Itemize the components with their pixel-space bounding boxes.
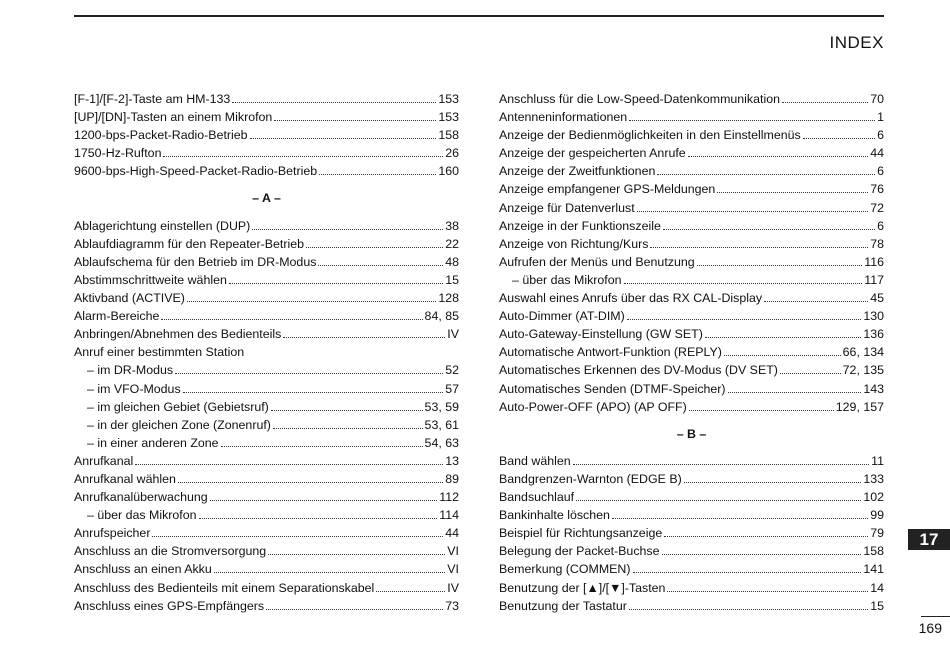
leader-dots xyxy=(780,373,841,374)
entry-label: – im DR-Modus xyxy=(87,363,174,378)
leader-dots xyxy=(268,554,445,555)
index-entry[interactable] xyxy=(74,126,459,144)
top-rule xyxy=(74,15,884,17)
index-entry[interactable] xyxy=(499,162,884,180)
entry-page-ref[interactable]: 84, 85 xyxy=(424,309,459,324)
entry-label: Anzeige der Zweitfunktionen xyxy=(499,164,656,179)
leader-dots xyxy=(252,229,443,230)
entry-page-ref[interactable]: 143 xyxy=(863,381,884,396)
entry-page-ref[interactable]: 22 xyxy=(445,236,459,251)
entry-page-ref[interactable]: 79 xyxy=(870,526,884,541)
index-entry[interactable] xyxy=(499,361,884,379)
entry-page-ref[interactable]: 133 xyxy=(863,471,884,486)
index-entry[interactable] xyxy=(499,90,884,108)
entry-label: [F-1]/[F-2]-Taste am HM-133 xyxy=(74,92,231,106)
entry-page-ref[interactable]: 52 xyxy=(445,363,459,378)
entry-page-ref[interactable]: 117 xyxy=(864,272,884,287)
entry-page-ref[interactable]: 129, 157 xyxy=(835,399,884,414)
leader-dots xyxy=(229,283,443,284)
index-entry[interactable] xyxy=(74,307,459,325)
entry-label: Anschluss für die Low-Speed-Datenkommunikation xyxy=(499,92,780,106)
index-subentry[interactable] xyxy=(74,506,459,524)
entry-label: 1200-bps-Packet-Radio-Betrieb xyxy=(74,128,248,143)
index-entry[interactable] xyxy=(499,452,884,470)
entry-label: Auswahl eines Anrufs über das RX CAL-Display xyxy=(499,291,763,306)
index-entry[interactable] xyxy=(499,307,884,325)
entry-page-ref[interactable]: IV xyxy=(447,327,459,342)
index-entry[interactable] xyxy=(499,199,884,217)
section-heading: – A – xyxy=(252,191,281,206)
index-entry[interactable] xyxy=(74,452,459,470)
index-column-left xyxy=(74,90,459,615)
entry-label: – im VFO-Modus xyxy=(87,381,181,396)
entry-page-ref[interactable]: VI xyxy=(447,544,459,559)
entry-label: Aufrufen der Menüs und Benutzung xyxy=(499,254,695,269)
entry-label: – über das Mikrofon xyxy=(87,508,197,523)
index-entry[interactable] xyxy=(74,343,459,361)
index-subentry[interactable] xyxy=(74,416,459,434)
leader-dots xyxy=(697,265,863,266)
index-entry[interactable] xyxy=(74,560,459,578)
leader-dots xyxy=(576,500,861,501)
index-entry[interactable] xyxy=(499,253,884,271)
leader-dots xyxy=(803,138,875,139)
entry-page-ref[interactable]: 14 xyxy=(870,580,884,595)
index-entry[interactable] xyxy=(74,488,459,506)
entry-page-ref[interactable]: 160 xyxy=(438,164,459,179)
entry-label: Anzeige empfangener GPS-Meldungen xyxy=(499,182,716,197)
entry-page-ref[interactable]: 38 xyxy=(445,218,459,233)
leader-dots xyxy=(663,229,875,230)
entry-label: Aktivband (ACTIVE) xyxy=(74,291,185,306)
leader-dots xyxy=(266,609,443,610)
entry-label: Automatisches Senden (DTMF-Speicher) xyxy=(499,381,726,396)
index-entry[interactable] xyxy=(74,579,459,597)
index-entry[interactable] xyxy=(74,271,459,289)
index-entry[interactable] xyxy=(74,144,459,162)
leader-dots xyxy=(728,392,862,393)
entry-label: Auto-Gateway-Einstellung (GW SET) xyxy=(499,327,703,342)
index-entry[interactable] xyxy=(74,162,459,180)
entry-label: [UP]/[DN]-Tasten an einem Mikrofon xyxy=(74,110,273,125)
index-entry[interactable] xyxy=(74,90,459,108)
entry-label: Anrufkanal xyxy=(74,453,134,468)
index-entry[interactable] xyxy=(499,488,884,506)
entry-label: Ablaufschema für den Betrieb im DR-Modus xyxy=(74,254,317,269)
index-subentry[interactable] xyxy=(74,398,459,416)
entry-label: Anruf einer bestimmten Station xyxy=(74,345,245,360)
entry-page-ref[interactable]: 73 xyxy=(445,598,459,613)
entry-page-ref[interactable]: 48 xyxy=(445,254,459,269)
index-entry[interactable] xyxy=(499,180,884,198)
entry-page-ref[interactable]: 1 xyxy=(877,110,884,125)
chapter-tab[interactable]: 17 xyxy=(908,529,950,550)
page-number: 169 xyxy=(918,620,942,636)
leader-dots xyxy=(662,554,862,555)
entry-label: Anzeige der Bedienmöglichkeiten in den Einstellmenüs xyxy=(499,128,801,143)
entry-label: Ablaufdiagramm für den Repeater-Betrieb xyxy=(74,236,305,251)
leader-dots xyxy=(183,392,444,393)
leader-dots xyxy=(612,518,868,519)
entry-page-ref[interactable]: 70 xyxy=(870,92,884,106)
index-column-right xyxy=(499,90,884,615)
entry-page-ref[interactable]: 44 xyxy=(870,146,884,161)
leader-dots xyxy=(214,572,446,573)
entry-label: 9600-bps-High-Speed-Packet-Radio-Betrieb xyxy=(74,164,318,179)
leader-dots xyxy=(232,102,436,103)
section-heading: – B – xyxy=(676,426,707,441)
entry-label: Anrufkanal wählen xyxy=(74,471,176,486)
entry-label: Anzeige für Datenverlust xyxy=(499,200,635,215)
entry-page-ref[interactable]: 72, 135 xyxy=(842,363,884,378)
entry-label: Anschluss des Bedienteils mit einem Separationskabel xyxy=(74,580,375,595)
leader-dots xyxy=(376,591,445,592)
index-entry[interactable] xyxy=(74,217,459,235)
entry-label: Automatische Antwort-Funktion (REPLY) xyxy=(499,345,722,360)
index-entry[interactable] xyxy=(499,144,884,162)
leader-dots xyxy=(637,211,869,212)
index-entry[interactable] xyxy=(499,235,884,253)
entry-label: Anschluss eines GPS-Empfängers xyxy=(74,598,265,613)
entry-page-ref[interactable]: 15 xyxy=(445,272,459,287)
entry-page-ref[interactable]: 44 xyxy=(445,526,459,541)
leader-dots xyxy=(306,247,443,248)
entry-label: Anzeige in der Funktionszeile xyxy=(499,218,661,233)
leader-dots xyxy=(629,120,875,121)
leader-dots xyxy=(319,174,436,175)
index-entry[interactable] xyxy=(499,560,884,578)
index-entry[interactable] xyxy=(499,325,884,343)
leader-dots xyxy=(273,428,423,429)
index-entry[interactable] xyxy=(499,470,884,488)
entry-page-ref[interactable]: 130 xyxy=(863,309,884,324)
leader-dots xyxy=(163,156,443,157)
entry-page-ref[interactable]: 13 xyxy=(445,453,459,468)
page-title: INDEX xyxy=(829,33,884,52)
entry-label: 1750-Hz-Rufton xyxy=(74,146,162,161)
index-entry[interactable] xyxy=(499,542,884,560)
entry-label: Anrufkanalüberwachung xyxy=(74,490,208,505)
leader-dots xyxy=(724,355,841,356)
index-entry[interactable] xyxy=(74,470,459,488)
entry-label: Alarm-Bereiche xyxy=(74,309,160,324)
leader-dots xyxy=(782,102,868,103)
leader-dots xyxy=(688,156,869,157)
leader-dots xyxy=(199,518,438,519)
entry-page-ref[interactable]: 45 xyxy=(870,291,884,306)
index-entry[interactable] xyxy=(499,217,884,235)
leader-dots xyxy=(152,536,443,537)
entry-label: – in der gleichen Zone (Zonenruf) xyxy=(87,417,271,432)
entry-label: Bemerkung (COMMEN) xyxy=(499,562,631,577)
entry-label: Anbringen/Abnehmen des Bedienteils xyxy=(74,327,282,342)
leader-dots xyxy=(187,301,436,302)
entry-page-ref[interactable]: 72 xyxy=(870,200,884,215)
index-entry[interactable] xyxy=(499,343,884,361)
entry-label: Abstimmschrittweite wählen xyxy=(74,272,227,287)
entry-label: Benutzung der Tastatur xyxy=(499,598,627,613)
entry-page-ref[interactable]: 158 xyxy=(863,544,884,559)
entry-page-ref[interactable]: 26 xyxy=(445,146,459,161)
leader-dots xyxy=(627,319,862,320)
entry-page-ref[interactable]: 112 xyxy=(439,490,459,505)
leader-dots xyxy=(210,500,438,501)
entry-page-ref[interactable]: 78 xyxy=(870,236,884,251)
leader-dots xyxy=(161,319,422,320)
entry-page-ref[interactable]: 6 xyxy=(877,164,884,179)
index-subentry[interactable] xyxy=(74,380,459,398)
index-entry[interactable] xyxy=(74,325,459,343)
entry-page-ref[interactable]: 57 xyxy=(445,381,459,396)
leader-dots xyxy=(664,536,868,537)
entry-label: Automatisches Erkennen des DV-Modus (DV SET) xyxy=(499,363,778,378)
entry-label: Anzeige der gespeicherten Anrufe xyxy=(499,146,686,161)
leader-dots xyxy=(135,464,443,465)
entry-label: Anzeige von Richtung/Kurs xyxy=(499,236,649,251)
index-subentry[interactable] xyxy=(74,434,459,452)
leader-dots xyxy=(250,138,437,139)
leader-dots xyxy=(657,174,875,175)
entry-page-ref[interactable]: 102 xyxy=(863,490,884,505)
entry-label: Anrufspeicher xyxy=(74,526,151,541)
leader-dots xyxy=(318,265,443,266)
entry-page-ref[interactable]: 6 xyxy=(877,218,884,233)
index-entry[interactable] xyxy=(74,108,459,126)
index-entry[interactable] xyxy=(499,108,884,126)
entry-label: Belegung der Packet-Buchse xyxy=(499,544,660,559)
leader-dots xyxy=(573,464,869,465)
leader-dots xyxy=(629,609,868,610)
entry-page-ref[interactable]: 76 xyxy=(870,182,884,197)
entry-page-ref[interactable]: 11 xyxy=(871,453,884,468)
index-entry[interactable] xyxy=(74,289,459,307)
leader-dots xyxy=(689,410,834,411)
entry-label: Bandsuchlauf xyxy=(499,490,575,505)
entry-page-ref[interactable]: 158 xyxy=(438,128,459,143)
entry-label: Benutzung der [▲]/[▼]-Tasten xyxy=(499,580,666,595)
entry-page-ref[interactable]: IV xyxy=(447,580,459,595)
entry-label: – in einer anderen Zone xyxy=(87,435,219,450)
entry-label: Band wählen xyxy=(499,453,571,468)
index-entry[interactable] xyxy=(74,235,459,253)
leader-dots xyxy=(633,572,862,573)
leader-dots xyxy=(175,373,443,374)
leader-dots xyxy=(271,410,423,411)
index-subentry[interactable] xyxy=(74,361,459,379)
leader-dots xyxy=(650,247,868,248)
index-entry[interactable] xyxy=(74,253,459,271)
leader-dots xyxy=(283,337,445,338)
index-entry[interactable] xyxy=(499,524,884,542)
entry-label: Beispiel für Richtungsanzeige xyxy=(499,526,663,541)
leader-dots xyxy=(684,482,862,483)
index-subentry[interactable] xyxy=(499,271,884,289)
entry-page-ref[interactable]: 116 xyxy=(864,254,884,269)
entry-label: Auto-Dimmer (AT-DIM) xyxy=(499,309,625,324)
entry-page-ref[interactable]: 99 xyxy=(870,508,884,523)
entry-page-ref[interactable]: 136 xyxy=(863,327,884,342)
page-number-rule xyxy=(921,616,950,617)
entry-page-ref[interactable]: 128 xyxy=(438,291,459,306)
entry-label: Auto-Power-OFF (APO) (AP OFF) xyxy=(499,399,687,414)
index-entry[interactable] xyxy=(74,597,459,615)
leader-dots xyxy=(764,301,868,302)
index-entry[interactable] xyxy=(499,398,884,416)
leader-dots xyxy=(274,120,436,121)
entry-page-ref[interactable]: 114 xyxy=(439,508,459,523)
index-entry[interactable] xyxy=(499,597,884,615)
leader-dots xyxy=(624,283,863,284)
index-entry[interactable] xyxy=(499,380,884,398)
entry-label: Bandgrenzen-Warnton (EDGE B) xyxy=(499,471,682,486)
index-entry[interactable] xyxy=(74,542,459,560)
index-entry[interactable] xyxy=(499,126,884,144)
index-entry[interactable] xyxy=(499,579,884,597)
index-entry[interactable] xyxy=(74,524,459,542)
entry-label: Antenneninformationen xyxy=(499,110,628,125)
index-entry[interactable] xyxy=(499,289,884,307)
entry-label: – über das Mikrofon xyxy=(512,272,622,287)
entry-page-ref[interactable]: 89 xyxy=(445,471,459,486)
entry-label: Anschluss an einen Akku xyxy=(74,562,212,577)
entry-page-ref[interactable]: VI xyxy=(447,562,459,577)
entry-page-ref[interactable]: 54, 63 xyxy=(424,435,459,450)
entry-page-ref[interactable]: 15 xyxy=(870,598,884,613)
entry-page-ref[interactable]: 53, 61 xyxy=(424,417,459,432)
entry-page-ref[interactable]: 6 xyxy=(877,128,884,143)
entry-page-ref[interactable]: 53, 59 xyxy=(424,399,459,414)
entry-label: – im gleichen Gebiet (Gebietsruf) xyxy=(87,399,269,414)
entry-label: Ablagerichtung einstellen (DUP) xyxy=(74,218,251,233)
leader-dots xyxy=(667,591,868,592)
entry-label: Anschluss an die Stromversorgung xyxy=(74,544,267,559)
entry-page-ref[interactable]: 153 xyxy=(438,110,459,125)
index-entry[interactable] xyxy=(499,506,884,524)
leader-dots xyxy=(178,482,443,483)
entry-label: Bankinhalte löschen xyxy=(499,508,610,523)
entry-page-ref[interactable]: 153 xyxy=(438,92,459,106)
entry-page-ref[interactable]: 141 xyxy=(863,562,884,577)
leader-dots xyxy=(717,192,868,193)
entry-page-ref[interactable]: 66, 134 xyxy=(842,345,884,360)
leader-dots xyxy=(221,446,423,447)
leader-dots xyxy=(705,337,861,338)
